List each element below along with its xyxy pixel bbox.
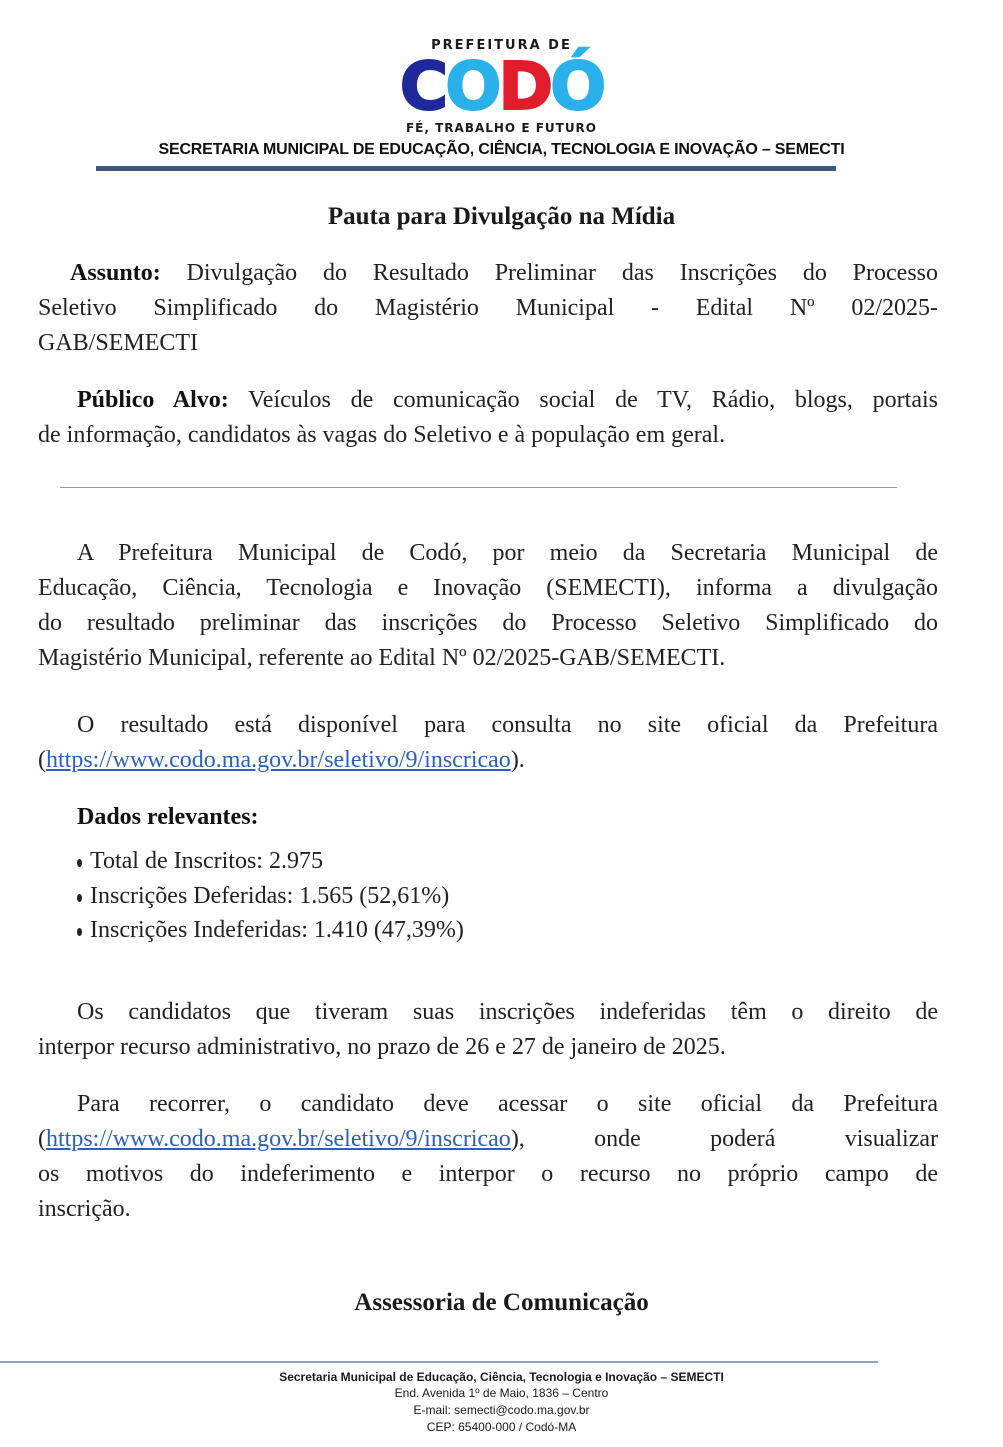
paragraph-line: interpor recurso administrativo, no prazo de 26 e 27 de janeiro de 2025.: [38, 1034, 726, 1060]
paren-open: (: [38, 1126, 46, 1152]
bullet-icon: [77, 894, 82, 902]
after-link-text: ), onde poderá visualizar: [510, 1126, 938, 1152]
paragraph-line: A Prefeitura Municipal de Codó, por meio da Secretaria Municipal de: [77, 540, 938, 566]
publico-label: Público Alvo:: [77, 387, 229, 413]
paragraph-line: Para recorrer, o candidato deve acessar o site oficial da Prefeitura: [77, 1091, 938, 1117]
dados-item-text: Inscrições Deferidas: 1.565 (52,61%): [90, 883, 450, 909]
assunto-label: Assunto:: [70, 260, 161, 286]
logo-letter: Ó: [550, 48, 604, 125]
paragraph-line: O resultado está disponível para consulta no site oficial da Prefeitura: [77, 712, 938, 738]
logo-tagline: FÉ, TRABALHO E FUTURO: [405, 121, 598, 135]
paragraph-line: Os candidatos que tiveram suas inscrições indeferidas têm o direito de: [77, 999, 938, 1025]
paragraph-line: os motivos do indeferimento e interpor o recurso no próprio campo de: [38, 1161, 938, 1187]
paragraph-line: Educação, Ciência, Tecnologia e Inovação (SEMECTI), informa a divulgação: [38, 575, 938, 601]
paren-close: ).: [510, 747, 525, 773]
assunto-text: Divulgação do Resultado Preliminar das Inscrições do Processo: [160, 260, 938, 286]
footer-email: E-mail: semecti@codo.ma.gov.br: [413, 1403, 590, 1417]
department-heading: SECRETARIA MUNICIPAL DE EDUCAÇÃO, CIÊNCIA, TECNOLOGIA E INOVAÇÃO – SEMECTI: [158, 141, 845, 158]
bullet-icon: [77, 928, 82, 936]
paragraph-line: [38, 745, 938, 775]
logo-letter: C: [399, 48, 446, 125]
publico-line: [77, 385, 938, 415]
paren-open: (: [38, 747, 46, 773]
assunto-line: Seletivo Simplificado do Magistério Municipal - Edital Nº 02/2025-: [38, 295, 938, 321]
result-link[interactable]: https://www.codo.ma.gov.br/seletivo/9/inscricao: [46, 747, 511, 773]
dados-heading: Dados relevantes:: [77, 804, 259, 830]
logo-letter: O: [445, 48, 499, 125]
dados-item-text: Total de Inscritos: 2.975: [90, 848, 323, 874]
section-divider: [60, 487, 897, 488]
publico-text: Veículos de comunicação social de TV, Rádio, blogs, portais: [228, 387, 938, 413]
logo-codo: [0, 48, 1003, 125]
footer-org: Secretaria Municipal de Educação, Ciência, Tecnologia e Inovação – SEMECTI: [279, 1370, 724, 1384]
paragraph-line: Magistério Municipal, referente ao Edital Nº 02/2025-GAB/SEMECTI.: [38, 645, 726, 671]
assunto-line: GAB/SEMECTI: [38, 330, 199, 356]
dados-item-text: Inscrições Indeferidas: 1.410 (47,39%): [90, 917, 464, 943]
paragraph-line: do resultado preliminar das inscrições do Processo Seletivo Simplificado do: [38, 610, 938, 636]
footer-address: End. Avenida 1º de Maio, 1836 – Centro: [394, 1386, 609, 1400]
publico-line: de informação, candidatos às vagas do Seletivo e à população em geral.: [38, 422, 726, 448]
logo-prefeitura-label: PREFEITURA DE: [431, 38, 572, 53]
bullet-icon: [77, 859, 82, 867]
logo-letter: D: [498, 48, 551, 125]
paragraph-line: inscrição.: [38, 1196, 131, 1222]
footer-cep: CEP: 65400-000 / Codó-MA: [426, 1420, 577, 1434]
dados-item: [77, 915, 977, 945]
assunto-line: [70, 258, 938, 288]
footer-divider: [0, 1361, 878, 1363]
dados-item: [77, 846, 977, 876]
paragraph-line: [38, 1124, 938, 1154]
signature: Assessoria de Comunicação: [354, 1289, 649, 1316]
header-divider: [96, 166, 836, 171]
appeal-link[interactable]: https://www.codo.ma.gov.br/seletivo/9/inscricao: [46, 1126, 511, 1152]
dados-item: [77, 881, 977, 911]
document-title: Pauta para Divulgação na Mídia: [327, 203, 676, 230]
